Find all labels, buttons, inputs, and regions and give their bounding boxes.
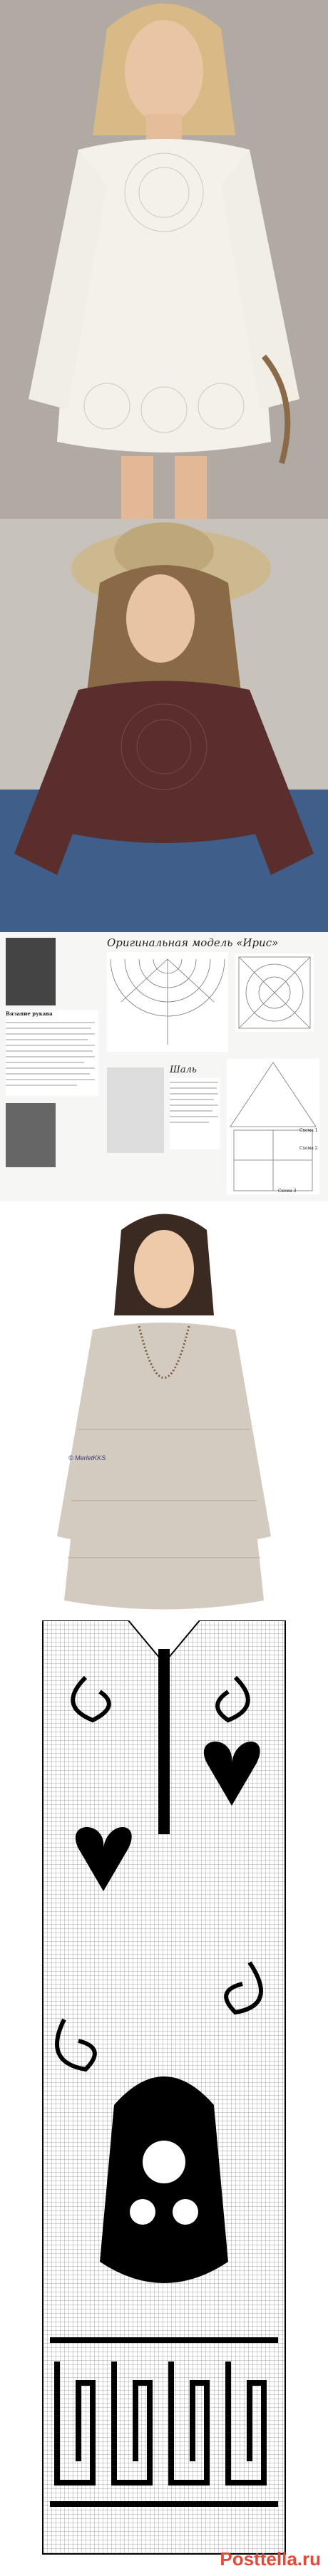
shawl-title: Шаль — [170, 1065, 197, 1075]
pattern-text-heading: Вязание рукава — [6, 1010, 53, 1017]
text-lines — [6, 1017, 98, 1095]
pattern-title: Оригинальная модель «Ирис» — [107, 936, 279, 949]
watermark: Posttella.ru — [220, 2548, 321, 2570]
pattern-scan-page — [0, 932, 328, 1201]
shawl-text-lines — [170, 1078, 220, 1149]
photo-white-tunic — [0, 0, 328, 519]
thumbnail-photo — [6, 1103, 56, 1167]
shawl-crochet-chart — [227, 1059, 319, 1194]
thumbnail-photo — [107, 1067, 164, 1153]
thumbnail-photo — [6, 938, 56, 1005]
square-motif-chart — [235, 953, 314, 1032]
filet-crochet-chart — [0, 1620, 328, 2576]
scheme-label: Схема 1 — [299, 1128, 318, 1133]
photo-brown-top — [0, 519, 328, 932]
yoke-crochet-chart — [107, 952, 228, 1052]
photo-credit: © MerletKKS — [68, 1454, 106, 1462]
photo-beige-tunic — [0, 1201, 328, 1620]
scheme-label: Схема 3 — [278, 1189, 297, 1194]
scheme-label: Схема 2 — [299, 1146, 318, 1151]
pattern-text-column — [6, 1010, 98, 1096]
